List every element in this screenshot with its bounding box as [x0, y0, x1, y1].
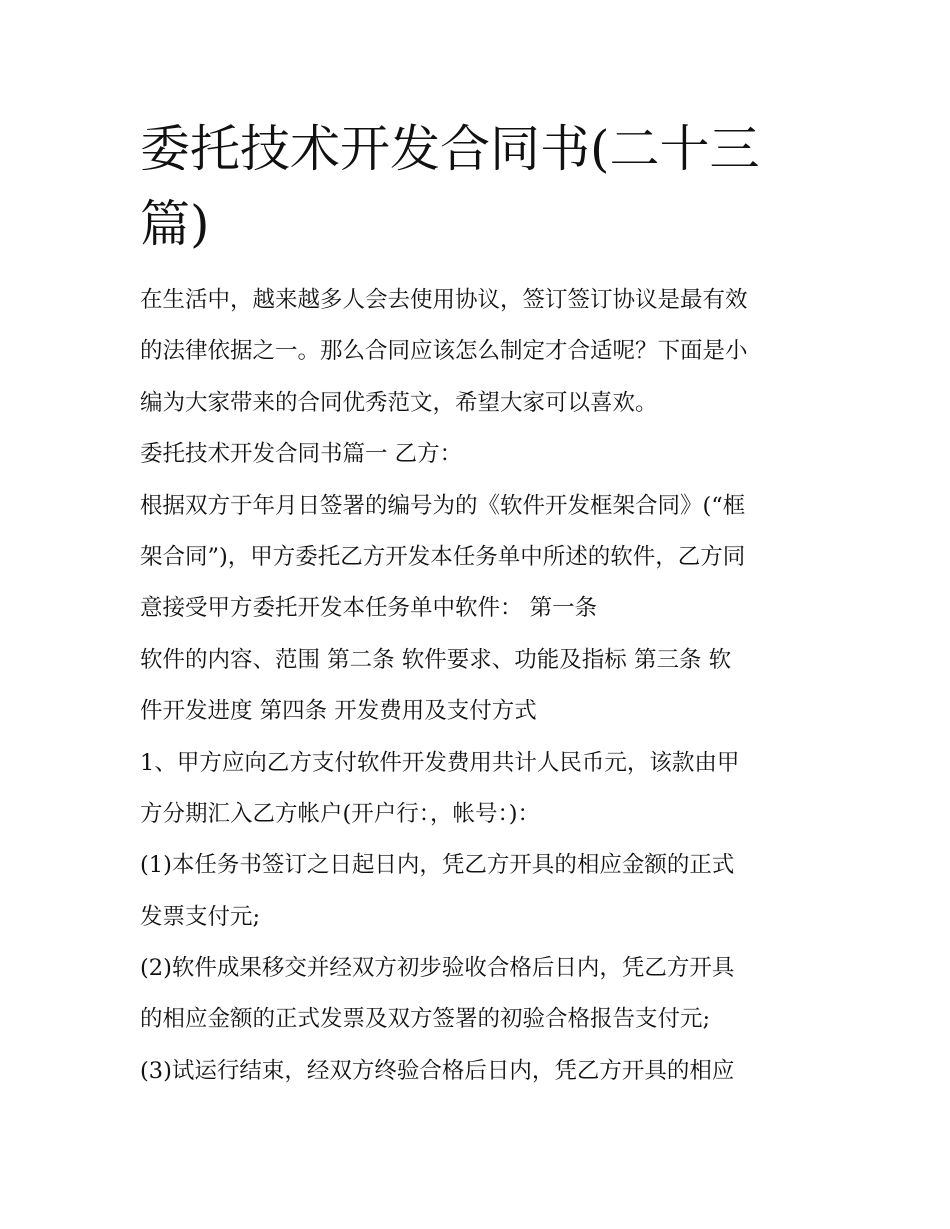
body-line: 件开发进度 第四条 开发费用及支付方式 — [140, 698, 537, 725]
body-line: 方分期汇入乙方帐户(开户行：，帐号：)： — [140, 800, 541, 827]
body-line: 编为大家带来的合同优秀范文，希望大家可以喜欢。 — [140, 389, 658, 416]
body-line: (3)试运行结束，经双方终验合格后日内，凭乙方开具的相应 — [140, 1057, 735, 1084]
body-line: 根据双方于年月日签署的编号为的《软件开发框架合同》(“框 — [140, 492, 746, 519]
document-body — [140, 275, 820, 1097]
section-heading: 委托技术开发合同书篇一 乙方： — [140, 441, 463, 468]
body-line: 的法律依据之一。那么合同应该怎么制定才合适呢？下面是小 — [140, 338, 748, 365]
body-line: 在生活中，越来越多人会去使用协议，签订签订协议是最有效 — [140, 287, 748, 313]
body-line: 软件的内容、范围 第二条 软件要求、功能及指标 第三条 软 — [140, 646, 732, 673]
body-line: (2)软件成果移交并经双方初步验收合格后日内，凭乙方开具 — [140, 955, 735, 982]
body-line: 发票支付元; — [140, 903, 261, 930]
body-line: 1、甲方应向乙方支付软件开发费用共计人民币元，该款由甲 — [140, 749, 740, 776]
body-line: 意接受甲方委托开发本任务单中软件： 第一条 — [140, 595, 598, 622]
body-line: 架合同”)，甲方委托乙方开发本任务单中所述的软件，乙方同 — [140, 543, 746, 570]
body-line: (1)本任务书签订之日起日内，凭乙方开具的相应金额的正式 — [140, 852, 735, 879]
document-title: 委托技术开发合同书(二十三篇) — [140, 120, 760, 253]
body-line: 的相应金额的正式发票及双方签署的初验合格报告支付元; — [140, 1006, 711, 1033]
